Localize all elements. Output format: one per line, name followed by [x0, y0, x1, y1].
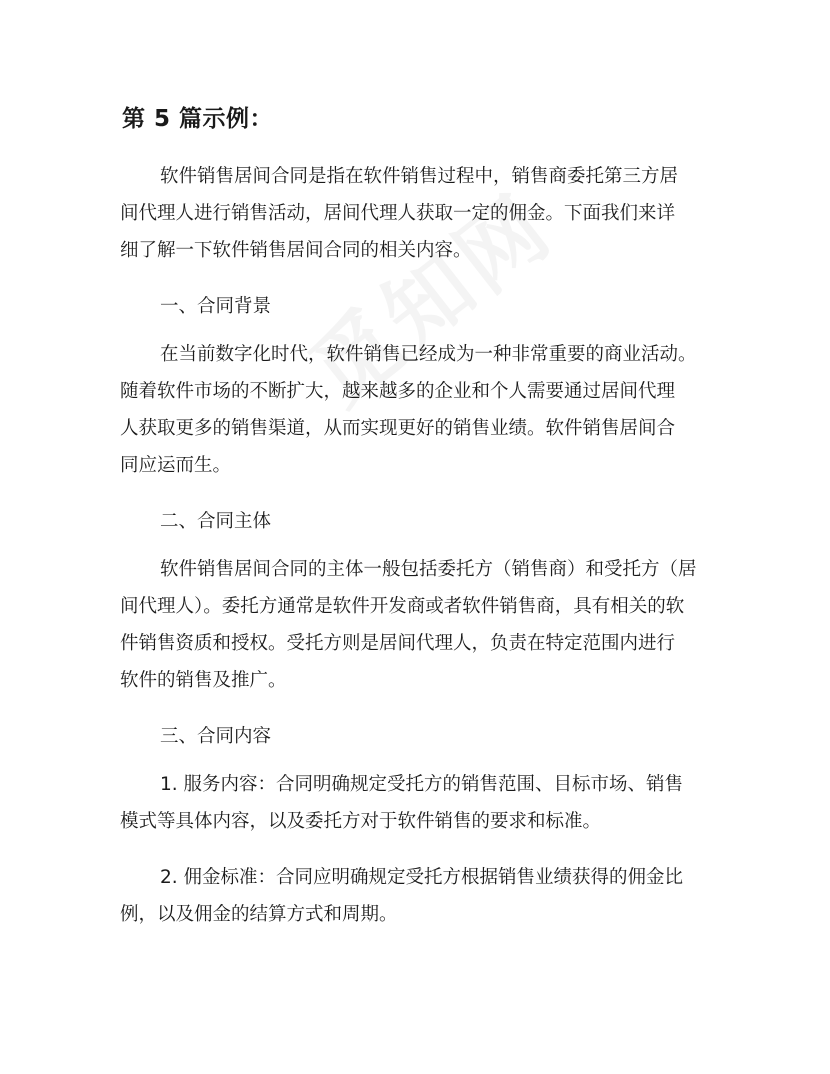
item2-line-2: 例，以及佣金的结算方式和周期。	[120, 904, 398, 925]
section2-line-3: 件销售资质和授权。受托方则是居间代理人，负责在特定范围内进行	[120, 633, 676, 654]
section-heading-background: 一、合同背景	[160, 296, 272, 317]
section-heading-contents: 三、合同内容	[160, 726, 272, 747]
section-heading-parties: 二、合同主体	[160, 511, 272, 532]
section1-line-1: 在当前数字化时代，软件销售已经成为一种非常重要的商业活动。	[160, 344, 697, 365]
section2-line-1: 软件销售居间合同的主体一般包括委托方（销售商）和受托方（居	[160, 559, 697, 580]
section2-line-4: 软件的销售及推广。	[120, 670, 287, 691]
section2-line-2: 间代理人）。委托方通常是软件开发商或者软件销售商，具有相关的软	[120, 596, 685, 617]
intro-line-1: 软件销售居间合同是指在软件销售过程中，销售商委托第三方居	[160, 166, 679, 187]
item2-line-1: 2. 佣金标准：合同应明确规定受托方根据销售业绩获得的佣金比	[160, 867, 684, 888]
section1-line-4: 同应运而生。	[120, 455, 232, 476]
page-title: 第 5 篇示例：	[122, 106, 274, 132]
section1-line-2: 随着软件市场的不断扩大，越来越多的企业和个人需要通过居间代理	[120, 381, 676, 402]
section1-line-3: 人获取更多的销售渠道，从而实现更好的销售业绩。软件销售居间合	[120, 418, 676, 439]
intro-line-2: 间代理人进行销售活动，居间代理人获取一定的佣金。下面我们来详	[120, 203, 676, 224]
intro-line-3: 细了解一下软件销售居间合同的相关内容。	[120, 240, 472, 261]
item1-line-1: 1. 服务内容：合同明确规定受托方的销售范围、目标市场、销售	[160, 774, 684, 795]
item1-line-2: 模式等具体内容，以及委托方对于软件销售的要求和标准。	[120, 811, 602, 832]
